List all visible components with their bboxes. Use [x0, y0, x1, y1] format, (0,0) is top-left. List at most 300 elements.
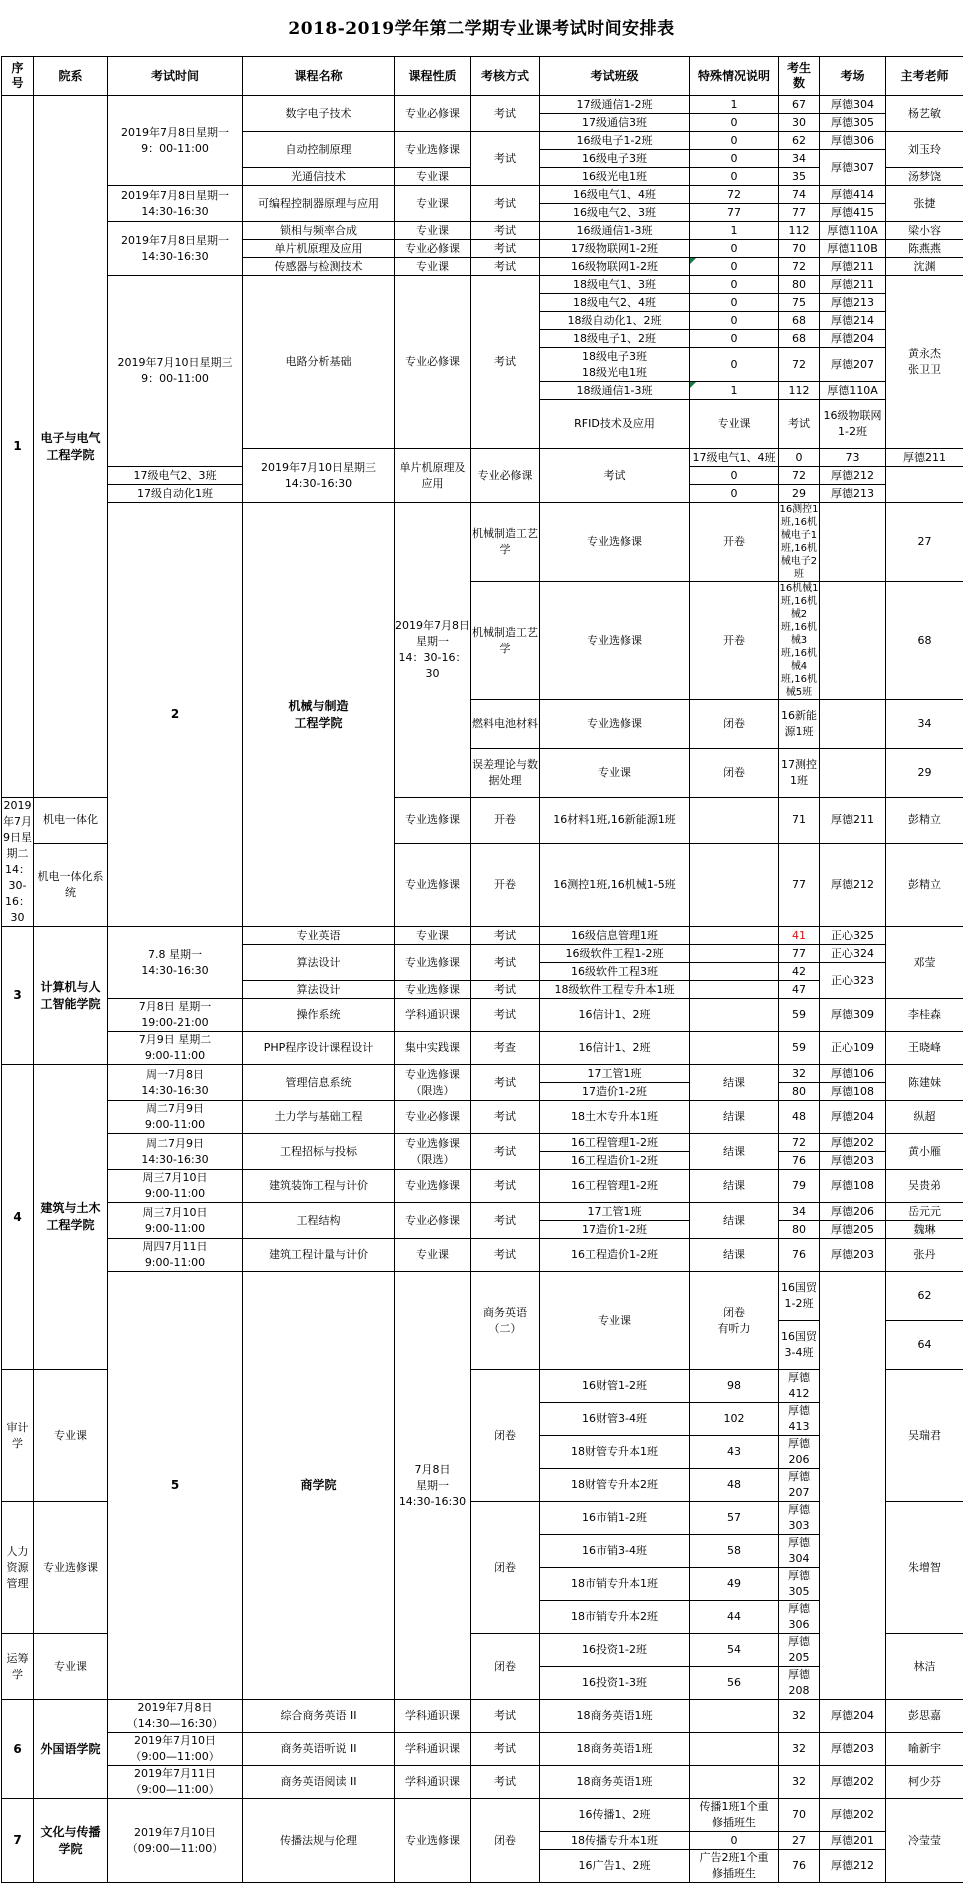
- table-cell: 72: [779, 348, 820, 382]
- header-assessment: 考核方式: [471, 57, 540, 96]
- table-cell: 32: [779, 1700, 820, 1733]
- table-cell: 厚德211: [820, 798, 886, 844]
- table-cell: 考试: [471, 999, 540, 1032]
- table-cell: 算法设计: [243, 981, 395, 999]
- table-cell: 16级光电1班: [540, 168, 690, 186]
- table-cell: 112: [779, 222, 820, 240]
- table-cell: 专业课: [540, 749, 690, 798]
- table-cell: 厚德211: [820, 258, 886, 276]
- table-cell: 16信计1、2班: [540, 1032, 690, 1065]
- table-cell: 考试: [779, 400, 820, 449]
- table-cell: 16财管3-4班: [540, 1403, 690, 1436]
- table-cell: 32: [779, 1065, 820, 1083]
- table-cell: 纵超: [886, 1101, 963, 1134]
- table-cell: 厚德203: [820, 1239, 886, 1272]
- table-cell: 考试: [471, 945, 540, 981]
- table-cell: 17工管1班: [540, 1203, 690, 1221]
- table-cell: 厚德205: [779, 1634, 820, 1667]
- table-cell: 张丹: [886, 1239, 963, 1272]
- table-cell: 0: [690, 150, 779, 168]
- table-cell: 张捷: [886, 186, 963, 222]
- table-cell: 79: [779, 1170, 820, 1203]
- table-cell: 集中实践课: [395, 1032, 471, 1065]
- table-cell: 厚德202: [820, 1134, 886, 1152]
- table-cell: 18商务英语1班: [540, 1766, 690, 1799]
- table-cell: 77: [779, 204, 820, 222]
- table-cell: 电路分析基础: [243, 276, 395, 449]
- header-course-type: 课程性质: [395, 57, 471, 96]
- table-cell: 自动控制原理: [243, 132, 395, 168]
- table-cell: 专业选修课: [540, 582, 690, 700]
- table-cell: 73: [820, 449, 886, 467]
- table-cell: 算法设计: [243, 945, 395, 981]
- table-cell: 考试: [471, 276, 540, 449]
- table-cell: 邓莹: [886, 927, 963, 999]
- table-cell: 16投资1-3班: [540, 1667, 690, 1700]
- table-cell: 16测控1班,16机械电子1 班,16机械电子2班: [779, 503, 820, 582]
- header-exam-room: 考场: [820, 57, 886, 96]
- table-cell: 专业选修课: [395, 798, 471, 844]
- table-cell: 李桂森: [886, 999, 963, 1032]
- table-cell: 17级电气2、3班: [108, 467, 243, 485]
- table-cell: 2019年7月10日 （09:00—11:00）: [108, 1799, 243, 1883]
- table-cell: 1: [690, 222, 779, 240]
- table-cell: 16国贸1-2班: [779, 1272, 820, 1321]
- table-cell: 厚德213: [820, 294, 886, 312]
- table-cell: 周三7月10日 9:00-11:00: [108, 1203, 243, 1239]
- table-cell: 16市销3-4班: [540, 1535, 690, 1568]
- table-cell: [690, 843, 779, 926]
- table-cell: 厚德211: [886, 449, 963, 467]
- table-cell: 67: [779, 96, 820, 114]
- table-cell: 专业必修课: [395, 1203, 471, 1239]
- table-cell: 学科通识课: [395, 1766, 471, 1799]
- table-cell: 76: [779, 1850, 820, 1883]
- table-cell: 专业选修课: [395, 1170, 471, 1203]
- table-cell: 梁小容: [886, 222, 963, 240]
- table-cell: 结课: [690, 1203, 779, 1239]
- table-cell: 考试: [471, 1134, 540, 1170]
- table-cell: 0: [779, 449, 820, 467]
- table-cell: 77: [690, 204, 779, 222]
- table-row: [2, 1134, 963, 1152]
- table-cell: 16级软件工程1-2班: [540, 945, 690, 963]
- table-cell: 专业选修课: [395, 945, 471, 981]
- table-cell: 厚德211: [820, 276, 886, 294]
- header-course-name: 课程名称: [243, 57, 395, 96]
- table-cell: 厚德203: [820, 1733, 886, 1766]
- table-cell: 18级电子3班 18级光电1班: [540, 348, 690, 382]
- table-cell: 结课: [690, 1170, 779, 1203]
- table-cell: 77: [779, 843, 820, 926]
- table-cell: 专业必修课: [395, 240, 471, 258]
- table-cell: 18级电子1、2班: [540, 330, 690, 348]
- table-cell: 2019年7月8日星期一 14:30-16:30: [108, 222, 243, 276]
- table-cell: 16财管1-2班: [540, 1370, 690, 1403]
- table-cell: 1: [2, 96, 34, 798]
- table-cell: 数字电子技术: [243, 96, 395, 132]
- table-cell: 16级信息管理1班: [540, 927, 690, 945]
- table-cell: 建筑装饰工程与计价: [243, 1170, 395, 1203]
- table-cell: 考试: [471, 96, 540, 132]
- table-cell: 34: [779, 150, 820, 168]
- table-cell: 16市销1-2班: [540, 1502, 690, 1535]
- table-cell: 厚德108: [820, 1083, 886, 1101]
- table-cell: 综合商务英语 II: [243, 1700, 395, 1733]
- table-cell: 32: [779, 1766, 820, 1799]
- table-cell: 58: [690, 1535, 779, 1568]
- table-cell: 考试: [471, 1700, 540, 1733]
- table-cell: 16工程管理1-2班: [540, 1170, 690, 1203]
- table-cell: 16级电子1-2班: [540, 132, 690, 150]
- table-cell: 71: [779, 798, 820, 844]
- table-cell: 18财管专升本2班: [540, 1469, 690, 1502]
- table-cell: 29: [886, 749, 963, 798]
- table-cell: [690, 963, 779, 981]
- table-cell: 18级通信1-3班: [540, 382, 690, 400]
- table-cell: 商学院: [243, 1272, 395, 1700]
- table-cell: 厚德304: [820, 96, 886, 114]
- table-cell: 16级电气1、4班: [540, 186, 690, 204]
- table-cell: 专业课: [395, 222, 471, 240]
- table-cell: 林洁: [886, 1634, 963, 1700]
- table-cell: 专业选修课 （限选）: [395, 1065, 471, 1101]
- table-cell: RFID技术及应用: [540, 400, 690, 449]
- table-cell: 建筑与土木 工程学院: [34, 1065, 108, 1370]
- table-cell: 周一7月8日 14:30-16:30: [108, 1065, 243, 1101]
- table-cell: 专业课: [395, 186, 471, 222]
- table-cell: 112: [779, 382, 820, 400]
- table-cell: [690, 798, 779, 844]
- table-cell: 商务英语听说 II: [243, 1733, 395, 1766]
- table-cell: 厚德203: [820, 1152, 886, 1170]
- table-cell: 72: [779, 258, 820, 276]
- table-cell: 陈燕燕: [886, 240, 963, 258]
- table-cell: 商务英语（二）: [471, 1272, 540, 1370]
- table-cell: 0: [690, 294, 779, 312]
- table-cell: 魏琳: [886, 1221, 963, 1239]
- table-cell: 岳元元: [886, 1203, 963, 1221]
- table-cell: 开卷: [471, 843, 540, 926]
- table-cell: 34: [886, 700, 963, 749]
- table-cell: [690, 999, 779, 1032]
- table-cell: [820, 582, 886, 700]
- table-cell: 燃料电池材料: [471, 700, 540, 749]
- table-cell: 考试: [471, 258, 540, 276]
- table-cell: 30: [779, 114, 820, 132]
- table-cell: 77: [779, 945, 820, 963]
- table-cell: 厚德414: [820, 186, 886, 204]
- table-cell: [820, 700, 886, 749]
- table-cell: 6: [2, 1700, 34, 1799]
- table-cell: 考试: [471, 240, 540, 258]
- table-cell: 56: [690, 1667, 779, 1700]
- table-cell: 17级自动化1班: [108, 485, 243, 503]
- table-cell: 16工程管理1-2班: [540, 1134, 690, 1152]
- table-cell: 16新能源1班: [779, 700, 820, 749]
- table-cell: 16工程造价1-2班: [540, 1239, 690, 1272]
- table-cell: 正心325: [820, 927, 886, 945]
- table-cell: 59: [779, 999, 820, 1032]
- table-cell: 42: [779, 963, 820, 981]
- table-cell: 17级电气1、4班: [690, 449, 779, 467]
- table-cell: 正心323: [820, 963, 886, 999]
- table-cell: 专业选修课: [395, 132, 471, 168]
- table-row: [2, 1032, 963, 1065]
- table-cell: 16测控1班,16机械1-5班: [540, 843, 690, 926]
- table-cell: 陈建妹: [886, 1065, 963, 1101]
- table-cell: 18市销专升本1班: [540, 1568, 690, 1601]
- table-cell: 54: [690, 1634, 779, 1667]
- table-cell: [820, 1272, 886, 1700]
- table-cell: 闭卷: [471, 1370, 540, 1502]
- table-cell: 周四7月11日 9:00-11:00: [108, 1239, 243, 1272]
- table-cell: 27: [886, 503, 963, 582]
- table-cell: 厚德206: [779, 1436, 820, 1469]
- table-cell: 1: [690, 96, 779, 114]
- table-cell: 工程招标与投标: [243, 1134, 395, 1170]
- table-cell: 建筑工程计量与计价: [243, 1239, 395, 1272]
- table-cell: 16投资1-2班: [540, 1634, 690, 1667]
- table-row: [2, 1065, 963, 1083]
- table-cell: 2019年7月8日星期一 14：30-16：30: [395, 503, 471, 798]
- table-row: [2, 1170, 963, 1203]
- table-cell: 2019年7月8日 （14:30—16:30）: [108, 1700, 243, 1733]
- table-cell: 0: [690, 330, 779, 348]
- table-cell: 操作系统: [243, 999, 395, 1032]
- table-cell: 72: [779, 467, 820, 485]
- table-cell: 工程结构: [243, 1203, 395, 1239]
- table-cell: 72: [690, 186, 779, 204]
- table-cell: 学科通识课: [395, 1733, 471, 1766]
- table-cell: 冷莹莹: [886, 1799, 963, 1883]
- table-cell: [690, 1700, 779, 1733]
- table-cell: 管理信息系统: [243, 1065, 395, 1101]
- table-cell: 周二7月9日 14:30-16:30: [108, 1134, 243, 1170]
- table-row: [2, 186, 963, 204]
- table-cell: 专业选修课: [395, 843, 471, 926]
- table-cell: 0: [690, 276, 779, 294]
- table-cell: 厚德206: [820, 1203, 886, 1221]
- header-department: 院系: [34, 57, 108, 96]
- table-cell: 80: [779, 1083, 820, 1101]
- table-cell: 结课: [690, 1134, 779, 1170]
- header-exam-time: 考试时间: [108, 57, 243, 96]
- table-cell: 48: [690, 1469, 779, 1502]
- table-cell: 102: [690, 1403, 779, 1436]
- table-cell: 开卷: [471, 798, 540, 844]
- table-cell: 17级物联网1-2班: [540, 240, 690, 258]
- table-cell: 专业必修课: [395, 276, 471, 449]
- table-cell: 传播法规与伦理: [243, 1799, 395, 1883]
- table-cell: 16工程造价1-2班: [540, 1152, 690, 1170]
- table-cell: 7月8日 星期一 19:00-21:00: [108, 999, 243, 1032]
- table-cell: 厚德106: [820, 1065, 886, 1083]
- table-cell: 审计学: [2, 1370, 34, 1502]
- table-cell: 朱增智: [886, 1502, 963, 1634]
- table-cell: 考试: [471, 1733, 540, 1766]
- table-cell: 彭精立: [886, 798, 963, 844]
- table-cell: 黄永杰 张卫卫: [886, 276, 963, 449]
- table-cell: 18传播专升本1班: [540, 1832, 690, 1850]
- table-cell: 0: [690, 114, 779, 132]
- table-cell: 41: [779, 927, 820, 945]
- table-cell: 18土木专升本1班: [540, 1101, 690, 1134]
- table-cell: 专业课: [395, 1239, 471, 1272]
- table-row: [2, 503, 963, 582]
- exam-schedule-table: [1, 56, 963, 1883]
- table-cell: 2019年7月8日星期一 9：00-11:00: [108, 96, 243, 186]
- table-cell: 锁相与频率合成: [243, 222, 395, 240]
- table-cell: [690, 1032, 779, 1065]
- table-cell: 17造价1-2班: [540, 1221, 690, 1239]
- table-cell: 厚德304: [779, 1535, 820, 1568]
- table-cell: 16信计1、2班: [540, 999, 690, 1032]
- table-cell: 考试: [471, 186, 540, 222]
- table-cell: 专业必修课: [395, 96, 471, 132]
- table-cell: 厚德214: [820, 312, 886, 330]
- table-cell: 2019年7月8日星期一 14:30-16:30: [108, 186, 243, 222]
- table-cell: 16传播1、2班: [540, 1799, 690, 1832]
- table-cell: 18级软件工程专升本1班: [540, 981, 690, 999]
- header-index: 序 号: [2, 57, 34, 96]
- table-cell: 电子与电气 工程学院: [34, 96, 108, 798]
- table-row: [2, 1766, 963, 1799]
- table-cell: 沈渊: [886, 258, 963, 276]
- table-body: [2, 96, 963, 1883]
- table-cell: 考试: [471, 1170, 540, 1203]
- table-row: [2, 999, 963, 1032]
- table-cell: 汤梦饶: [886, 168, 963, 186]
- table-cell: 17工管1班: [540, 1065, 690, 1083]
- table-cell: 传播1班1个重 修插班生: [690, 1799, 779, 1832]
- table-cell: 厚德202: [820, 1766, 886, 1799]
- table-cell: 厚德207: [779, 1469, 820, 1502]
- table-row: [2, 1239, 963, 1272]
- table-row: [2, 927, 963, 945]
- table-cell: 16级电子3班: [540, 150, 690, 168]
- table-cell: 机电一体化: [34, 798, 108, 844]
- table-cell: 厚德213: [820, 485, 886, 503]
- table-cell: 结课: [690, 1065, 779, 1101]
- table-cell: 专业必修课: [471, 449, 540, 503]
- table-cell: 闭卷: [471, 1502, 540, 1634]
- table-cell: 厚德201: [820, 1832, 886, 1850]
- table-cell: 人力资源管理: [2, 1502, 34, 1634]
- table-cell: 闭卷 有听力: [690, 1272, 779, 1370]
- header-exam-class: 考试班级: [540, 57, 690, 96]
- table-cell: 34: [779, 1203, 820, 1221]
- table-cell: 0: [690, 258, 779, 276]
- table-cell: 厚德305: [779, 1568, 820, 1601]
- table-cell: 专业选修课: [34, 1502, 108, 1634]
- table-cell: 专业课: [540, 1272, 690, 1370]
- table-cell: 62: [886, 1272, 963, 1321]
- table-cell: 专业课: [395, 927, 471, 945]
- table-cell: 考查: [471, 1032, 540, 1065]
- table-cell: 70: [779, 240, 820, 258]
- table-cell: 74: [779, 186, 820, 204]
- table-cell: 结课: [690, 1101, 779, 1134]
- table-cell: 专业选修课: [540, 503, 690, 582]
- table-cell: 17级通信1-2班: [540, 96, 690, 114]
- table-cell: 专业必修课: [395, 1101, 471, 1134]
- table-cell: 厚德309: [820, 999, 886, 1032]
- table-cell: 2019年7月11日 （9:00—11:00）: [108, 1766, 243, 1799]
- table-cell: 厚德207: [820, 348, 886, 382]
- table-cell: 厚德202: [820, 1799, 886, 1832]
- table-cell: 厚德110A: [820, 222, 886, 240]
- table-cell: 误差理论与数据处理: [471, 749, 540, 798]
- table-cell: 76: [779, 1152, 820, 1170]
- table-cell: 周三7月10日 9:00-11:00: [108, 1170, 243, 1203]
- table-row: [2, 222, 963, 240]
- table-cell: 单片机原理及应用: [243, 240, 395, 258]
- table-cell: 专业课: [395, 258, 471, 276]
- table-cell: 64: [886, 1321, 963, 1370]
- table-cell: 16级软件工程3班: [540, 963, 690, 981]
- table-cell: 机械与制造 工程学院: [243, 503, 395, 927]
- table-cell: 机械制造工艺学: [471, 582, 540, 700]
- table-cell: 0: [690, 1832, 779, 1850]
- table-row: [2, 1101, 963, 1134]
- table-cell: 7月9日 星期二 9:00-11:00: [108, 1032, 243, 1065]
- table-cell: 75: [779, 294, 820, 312]
- table-cell: 48: [779, 1101, 820, 1134]
- table-cell: 18商务英语1班: [540, 1733, 690, 1766]
- table-cell: 专业课: [395, 168, 471, 186]
- table-cell: 专业课: [34, 1634, 108, 1700]
- table-cell: 17级通信3班: [540, 114, 690, 132]
- table-cell: 3: [2, 927, 34, 1065]
- table-cell: 35: [779, 168, 820, 186]
- table-cell: 厚德110B: [820, 240, 886, 258]
- table-cell: 厚德212: [820, 1850, 886, 1883]
- header-student-count: 考生 数: [779, 57, 820, 96]
- table-cell: 柯少芬: [886, 1766, 963, 1799]
- table-cell: 周二7月9日 9:00-11:00: [108, 1101, 243, 1134]
- table-cell: 专业选修课 （限选）: [395, 1134, 471, 1170]
- table-cell: 光通信技术: [243, 168, 395, 186]
- table-cell: 考试: [540, 449, 690, 503]
- table-cell: 开卷: [690, 503, 779, 582]
- header-examiner: 主考老师: [886, 57, 963, 96]
- table-cell: 厚德306: [779, 1601, 820, 1634]
- table-cell: 49: [690, 1568, 779, 1601]
- table-cell: 厚德212: [820, 843, 886, 926]
- table-cell: 机械制造工艺学: [471, 503, 540, 582]
- table-cell: 厚德415: [820, 204, 886, 222]
- table-cell: 广告2班1个重 修插班生: [690, 1850, 779, 1883]
- table-cell: 16级电气2、3班: [540, 204, 690, 222]
- table-cell: 土力学与基础工程: [243, 1101, 395, 1134]
- table-cell: [820, 749, 886, 798]
- table-cell: 4: [2, 1065, 34, 1370]
- table-cell: 开卷: [690, 582, 779, 700]
- table-cell: 0: [690, 168, 779, 186]
- table-cell: 16国贸3-4班: [779, 1321, 820, 1370]
- table-cell: 32: [779, 1733, 820, 1766]
- table-header: [2, 57, 963, 96]
- table-cell: 16材料1班,16新能源1班: [540, 798, 690, 844]
- table-cell: 18级电气1、3班: [540, 276, 690, 294]
- table-row: [2, 1203, 963, 1221]
- table-cell: 27: [779, 1832, 820, 1850]
- table-cell: 1: [690, 382, 779, 400]
- table-cell: 18级自动化1、2班: [540, 312, 690, 330]
- table-cell: 7.8 星期一 14:30-16:30: [108, 927, 243, 999]
- table-cell: 0: [690, 485, 779, 503]
